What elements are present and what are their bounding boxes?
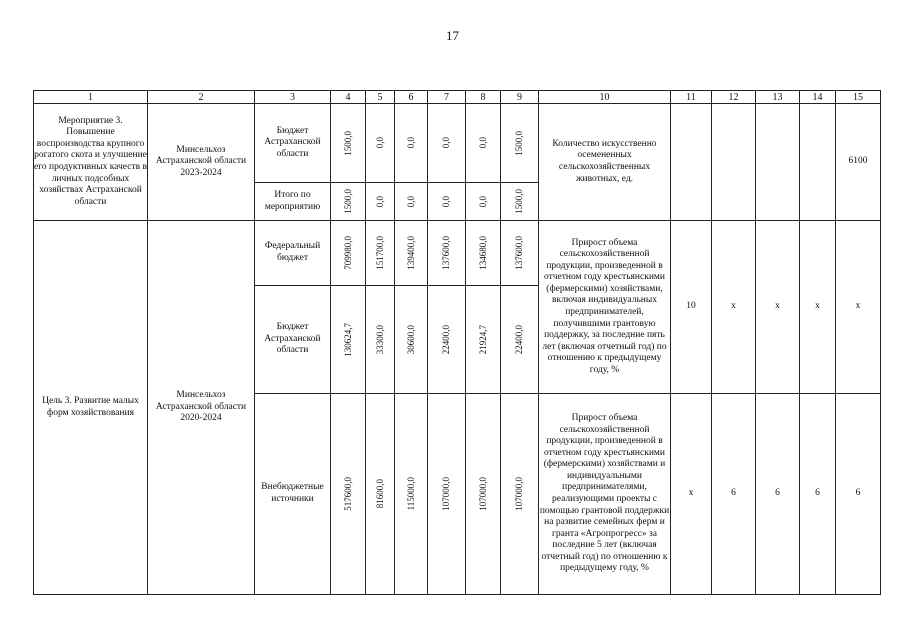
event3-row-regional: [34, 104, 881, 183]
header-cell: 1: [34, 91, 148, 104]
header-cell: 10: [539, 91, 671, 104]
amount-2021: 0,0: [405, 195, 416, 208]
amount-2020: 0,0: [374, 137, 385, 149]
amount-2022: 107000,0: [441, 477, 452, 511]
amount-total: 709980,0: [342, 236, 353, 270]
amount-2020: 0,0: [374, 195, 385, 208]
amount-2023: 107000,0: [477, 477, 488, 511]
amount-2023: 134680,0: [477, 236, 488, 270]
goal3-row-federal: [34, 221, 881, 286]
indicator-value: х: [836, 221, 881, 394]
header-cell: 8: [466, 91, 501, 104]
indicator-value: 6: [800, 394, 836, 595]
amount-2024: 137600,0: [514, 236, 525, 270]
amount-2020: 81600,0: [374, 479, 385, 509]
indicator-value: [800, 104, 836, 221]
goal3-indicator-1: Прирост объема сельскохозяйственной продукции, произведенной в отчетном году крестьянскими (фермерскими) хозяйствами, включая индивидуальных предпринимателей, получившими грантовую поддержку, за последние пять лет (включая отчетный год) по отношению к предыдущему году, %: [539, 221, 671, 394]
amount-total: 1500,0: [342, 189, 353, 214]
indicator-value: [712, 104, 756, 221]
header-row: [34, 91, 881, 104]
header-cell: 5: [366, 91, 395, 104]
goal3-executor: Минсельхоз Астраханской области 2020-2024: [148, 221, 255, 595]
indicator-value: 6: [712, 394, 756, 595]
amount-2020: 33300,0: [374, 324, 385, 355]
header-cell: 9: [501, 91, 539, 104]
indicator-value: 6100: [836, 104, 881, 221]
amount-2023: 0,0: [477, 195, 488, 208]
indicator-value: 6: [836, 394, 881, 595]
program-table: [33, 90, 881, 595]
funding-source: Федеральный бюджет: [255, 221, 331, 286]
funding-source: Бюджет Астраханской области: [255, 104, 331, 183]
header-cell: 15: [836, 91, 881, 104]
header-cell: 11: [671, 91, 712, 104]
funding-source: Бюджет Астраханской области: [255, 286, 331, 394]
indicator-value: х: [671, 394, 712, 595]
amount-2022: 137600,0: [441, 236, 452, 270]
header-cell: 12: [712, 91, 756, 104]
header-cell: 13: [756, 91, 800, 104]
amount-2021: 115000,0: [405, 477, 416, 511]
indicator-value: х: [800, 221, 836, 394]
header-cell: 3: [255, 91, 331, 104]
header-cell: 6: [395, 91, 428, 104]
indicator-value: х: [756, 221, 800, 394]
amount-total: 1500,0: [342, 130, 353, 156]
indicator-value: [671, 104, 712, 221]
header-cell: 7: [428, 91, 466, 104]
header-cell: 14: [800, 91, 836, 104]
indicator-value: [756, 104, 800, 221]
amount-2022: 22400,0: [441, 324, 452, 355]
header-cell: 2: [148, 91, 255, 104]
amount-2021: 30600,0: [405, 324, 416, 355]
amount-total: 517600,0: [342, 477, 353, 511]
indicator-value: 6: [756, 394, 800, 595]
amount-2020: 151700,0: [374, 236, 385, 270]
amount-2021: 0,0: [405, 137, 416, 149]
funding-source: Итого по мероприятию: [255, 183, 331, 221]
goal3-name: Цель 3. Развитие малых форм хозяйствования: [34, 221, 148, 595]
header-cell: 4: [331, 91, 366, 104]
amount-2023: 0,0: [477, 137, 488, 149]
amount-2023: 21924,7: [477, 324, 488, 355]
event3-indicator: Количество искусственно осемененных сельскохозяйственных животных, ед.: [539, 104, 671, 221]
amount-2022: 0,0: [441, 137, 452, 149]
amount-2022: 0,0: [441, 195, 452, 208]
amount-2024: 1500,0: [514, 189, 525, 214]
amount-2024: 22400,0: [514, 324, 525, 355]
event3-executor: Минсельхоз Астраханской области 2023-2024: [148, 104, 255, 221]
indicator-value: х: [712, 221, 756, 394]
page-number: 17: [446, 28, 459, 43]
amount-total: 130624,7: [342, 322, 353, 357]
amount-2024: 1500,0: [514, 130, 525, 156]
indicator-value: 10: [671, 221, 712, 394]
amount-2024: 107000,0: [514, 477, 525, 511]
amount-2021: 139400,0: [405, 236, 416, 270]
goal3-indicator-2: Прирост объема сельскохозяйственной продукции, произведенной в отчетном году крестьянскими (фермерскими) хозяйствами и индивидуальными предпринимателями, реализующими проекты с помощью грантовой поддержки на развитие семейных ферм и гранта «Агропрогресс» за последние 5 лет (включая отчетный год) по отношению к предыдущему году, %: [539, 394, 671, 595]
event3-name: Мероприятие 3. Повышение воспроизводства крупного рогатого скота и улучшение его продуктивных качеств в личных подсобных хозяйствах Астраханской области: [34, 104, 148, 221]
funding-source: Внебюджетные источники: [255, 394, 331, 595]
